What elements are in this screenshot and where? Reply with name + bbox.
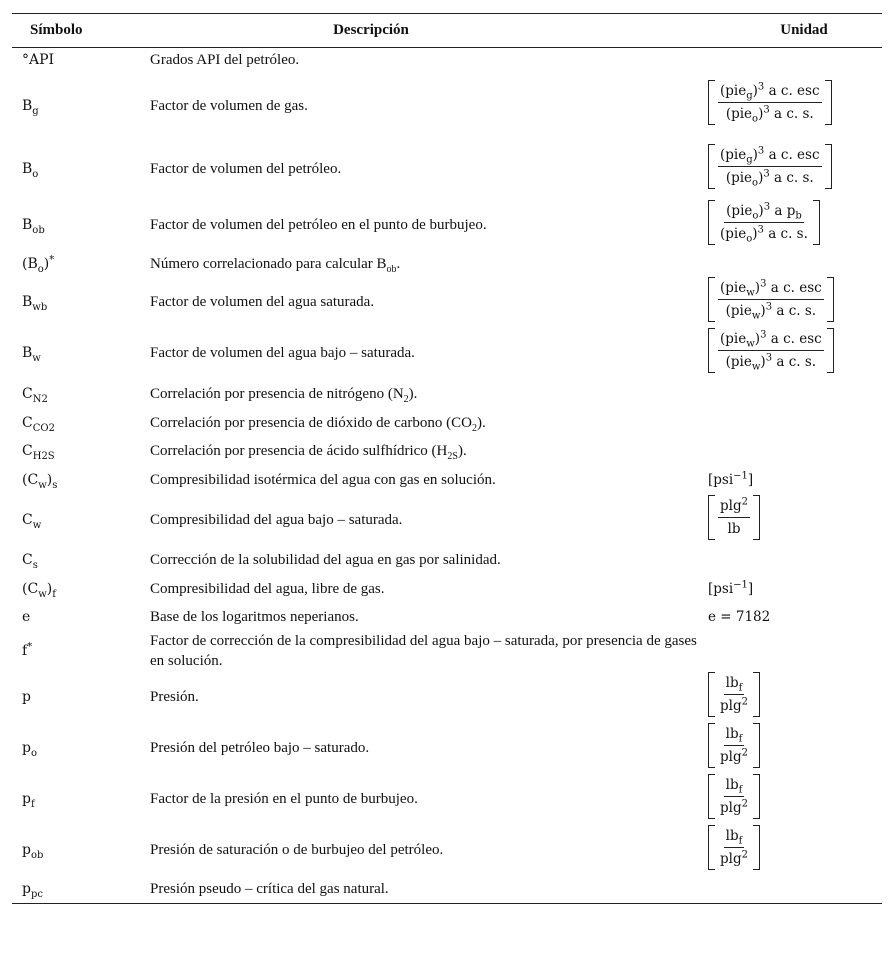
- unit-cell: [706, 328, 882, 379]
- unit-denominator: $(pie_o)^3$ a c. s.: [725, 104, 814, 125]
- symbol-cell: $p_{ob}$: [22, 842, 44, 861]
- nomenclature-table: [12, 13, 882, 904]
- unit-cell: [706, 200, 882, 251]
- unit-numerator: $lb_f$: [725, 725, 743, 745]
- table-row: [12, 328, 882, 379]
- table-row: [12, 630, 882, 672]
- description-cell: Número correlacionado para calcular $B_{ob}$.: [150, 255, 401, 275]
- unit-text: [psi$^{-1}$]: [708, 579, 754, 597]
- symbol-cell: $B_{wb}$: [22, 294, 48, 313]
- unit-numerator: $lb_f$: [725, 776, 743, 796]
- unit-cell: [706, 139, 882, 200]
- symbol-cell: e: [22, 608, 31, 625]
- unit-cell: [706, 630, 882, 672]
- description-cell: Factor de volumen del petróleo en el punto de burbujeo.: [150, 217, 487, 233]
- unit-cell: [706, 465, 882, 495]
- unit-cell: [706, 251, 882, 277]
- table-row: [12, 574, 882, 604]
- symbol-cell: $C_{CO2}$: [22, 414, 55, 434]
- table-row: [12, 672, 882, 723]
- table-row: [12, 465, 882, 495]
- unit-denominator: plg$^2$: [720, 798, 748, 816]
- table-row: [12, 73, 882, 139]
- unit-denominator: $(pie_w)^3$ a c. s.: [725, 352, 817, 373]
- unit-cell: [706, 73, 882, 139]
- description-cell: Corrección de la solubilidad del agua en gas por salinidad.: [150, 551, 501, 568]
- table-row: [12, 139, 882, 200]
- unit-cell: [706, 604, 882, 630]
- table-row: [12, 774, 882, 825]
- description-cell: Correlación por presencia de ácido sulfhídrico $(H_{2S})$.: [150, 442, 467, 462]
- description-cell: Factor de volumen de gas.: [150, 97, 308, 114]
- table-row: [12, 546, 882, 574]
- unit-numerator: plg$^2$: [718, 496, 750, 518]
- description-cell: Correlación por presencia de nitrógeno $(N_2)$.: [150, 385, 418, 405]
- unit-cell: [706, 574, 882, 604]
- unit-fraction: [708, 80, 832, 125]
- unit-text: [psi$^{-1}$]: [708, 470, 754, 488]
- unit-cell: [706, 495, 882, 546]
- table-row: [12, 876, 882, 904]
- table-header: [12, 14, 882, 48]
- table-row: [12, 825, 882, 876]
- table-row: [12, 277, 882, 328]
- table-row: [12, 604, 882, 630]
- description-cell: Presión pseudo – crítica del gas natural.: [136, 876, 706, 904]
- description-cell: Base de los logaritmos neperianos.: [150, 608, 359, 625]
- unit-fraction: [708, 200, 820, 245]
- table-body: [12, 48, 882, 904]
- symbol-cell: $B_o$: [22, 161, 39, 180]
- description-cell: Compresibilidad del agua bajo – saturada.: [150, 512, 403, 528]
- symbol-cell: $B_g$: [22, 97, 39, 117]
- symbol-cell: $C_s$: [22, 551, 38, 571]
- symbol-cell: $(C_w)_s$: [22, 471, 58, 491]
- symbol-cell: $C_w$: [22, 512, 42, 531]
- description-cell: Factor de la presión en el punto de burbujeo.: [150, 791, 418, 807]
- unit-cell: [706, 409, 882, 437]
- symbol-cell: $p_f$: [22, 791, 35, 810]
- table-row: [12, 379, 882, 409]
- unit-numerator: $(pie_w)^3$ a c. esc: [720, 329, 822, 350]
- unit-fraction: [708, 495, 760, 540]
- unit-cell: [706, 379, 882, 409]
- unit-cell: [706, 723, 882, 774]
- unit-cell: [706, 774, 882, 825]
- description-cell: Presión.: [150, 689, 199, 705]
- description-cell: Factor de volumen del agua bajo – saturada.: [150, 345, 415, 361]
- description-cell: Factor de volumen del agua saturada.: [150, 294, 375, 310]
- unit-denominator: plg$^2$: [720, 747, 748, 765]
- description-cell: Factor de volumen del petróleo.: [150, 161, 342, 177]
- unit-fraction: [708, 328, 834, 373]
- unit-numerator: $(pie_w)^3$ a c. esc: [720, 278, 822, 299]
- unit-numerator: $(pie_g)^3$ a c. esc: [720, 81, 820, 102]
- unit-fraction: [708, 723, 760, 768]
- unit-text: e = 7182: [708, 608, 771, 625]
- unit-cell: [706, 546, 882, 574]
- table-row: [12, 723, 882, 774]
- symbol-cell: $C_{N2}$: [22, 385, 48, 405]
- unit-cell: [706, 48, 882, 73]
- symbol-cell: $B_{ob}$: [22, 217, 45, 236]
- unit-denominator: $(pie_o)^3$ a c. s.: [725, 168, 814, 189]
- unit-denominator: lb: [727, 520, 741, 537]
- description-cell: Grados API del petróleo.: [150, 52, 300, 69]
- symbol-cell: f*: [22, 640, 33, 659]
- unit-numerator: $lb_f$: [725, 827, 743, 847]
- unit-fraction: [708, 144, 832, 189]
- table-row: [12, 251, 882, 277]
- symbol-cell: $(B_o)^*$: [22, 253, 55, 275]
- header-symbol: Símbolo: [12, 14, 136, 48]
- unit-denominator: $(pie_w)^3$ a c. s.: [725, 301, 817, 322]
- description-cell: Compresibilidad isotérmica del agua con gas en solución.: [150, 471, 496, 488]
- table-row: [12, 495, 882, 546]
- table-row: [12, 409, 882, 437]
- unit-fraction: [708, 825, 760, 870]
- symbol-cell: p: [22, 689, 31, 705]
- symbol-cell: $(C_w)_f$: [22, 580, 56, 600]
- unit-denominator: plg$^2$: [720, 696, 748, 714]
- header-unit: Unidad: [706, 14, 882, 48]
- description-cell: Presión del petróleo bajo – saturado.: [150, 740, 370, 756]
- symbol-cell: $p_{pc}$: [12, 876, 136, 904]
- unit-fraction: [708, 774, 760, 819]
- unit-cell: [706, 437, 882, 465]
- symbol-cell: $p_o$: [22, 740, 37, 759]
- unit-fraction: [708, 277, 834, 322]
- unit-cell: [706, 876, 882, 904]
- unit-fraction: [708, 672, 760, 717]
- symbol-cell: $C_{H2S}$: [22, 442, 55, 462]
- table-row: [12, 200, 882, 251]
- description-cell: Compresibilidad del agua, libre de gas.: [150, 580, 385, 597]
- symbol-cell: $B_w$: [22, 345, 41, 364]
- unit-numerator: $(pie_g)^3$ a c. esc: [720, 145, 820, 166]
- nomenclature-document: [12, 13, 882, 904]
- unit-denominator: plg$^2$: [720, 849, 748, 867]
- unit-cell: [706, 825, 882, 876]
- description-cell: Correlación por presencia de dióxido de carbono $(CO_2)$.: [150, 414, 486, 434]
- table-row: [12, 48, 882, 73]
- description-cell: Presión de saturación o de burbujeo del petróleo.: [150, 842, 444, 858]
- unit-denominator: $(pie_o)^3$ a c. s.: [720, 224, 808, 245]
- header-row: [12, 14, 882, 48]
- unit-numerator: $(pie_o)^3$ a $p_b$: [726, 201, 802, 222]
- unit-cell: [706, 277, 882, 328]
- unit-numerator: $lb_f$: [725, 674, 743, 694]
- header-description: Descripción: [136, 14, 706, 48]
- table-row: [12, 437, 882, 465]
- unit-cell: [706, 672, 882, 723]
- symbol-cell: °API: [22, 52, 55, 69]
- description-cell: Factor de corrección de la compresibilidad del agua bajo – saturada, por presencia de gases en solución.: [150, 632, 697, 669]
